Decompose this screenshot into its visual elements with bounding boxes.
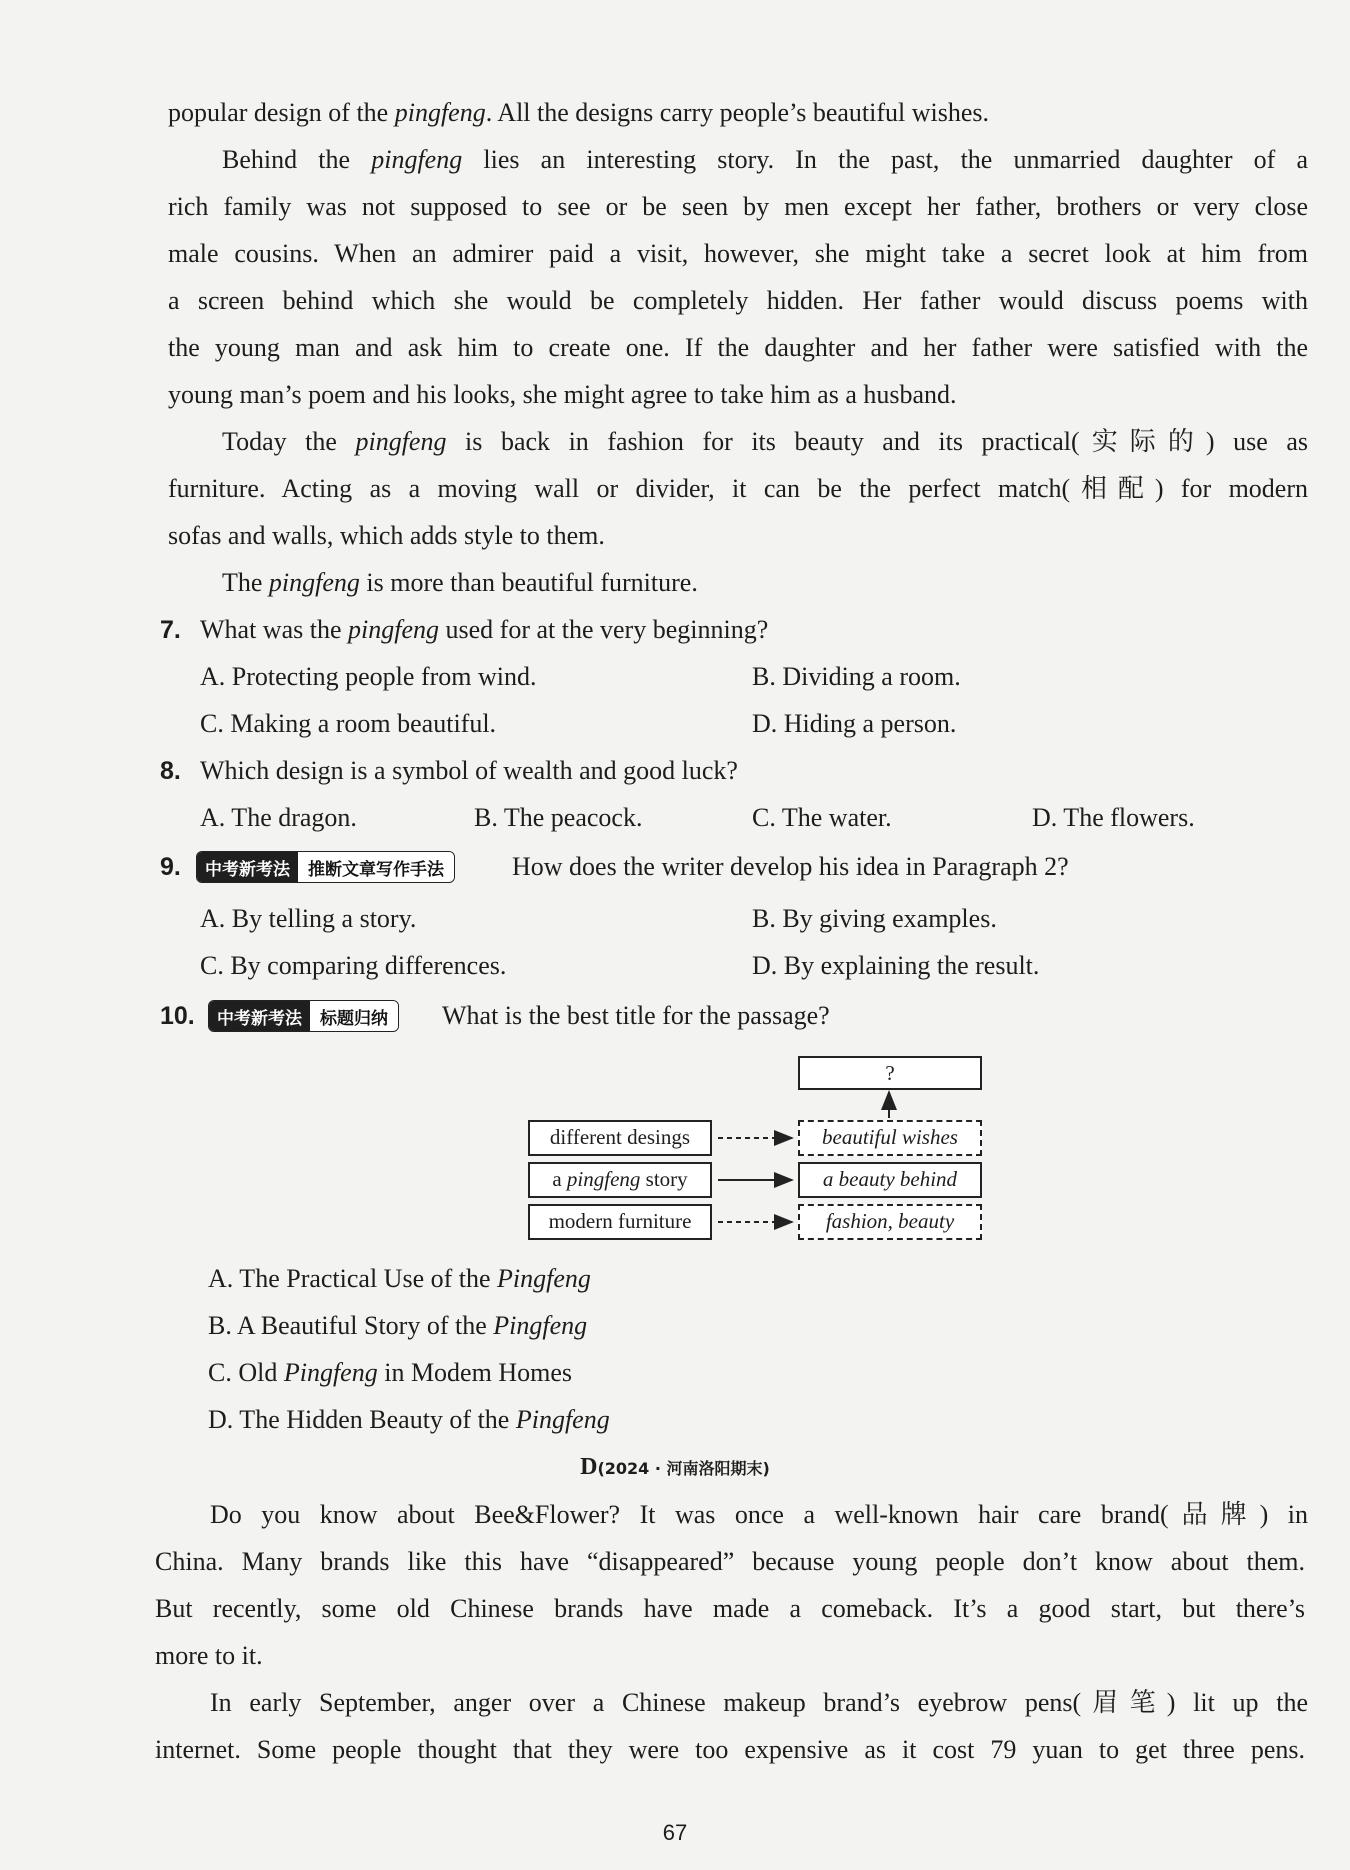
- diagram-right-box: a beauty behind: [798, 1162, 982, 1198]
- passage-c-line: young man’s poem and his looks, she might agree to take him as a husband.: [168, 380, 957, 409]
- question-10-tag: [208, 1000, 399, 1032]
- passage-c-line: sofas and walls, which adds style to them.: [168, 521, 605, 550]
- diagram-left-box: a pingfeng story: [528, 1162, 712, 1198]
- diagram-top-box: ?: [798, 1056, 982, 1090]
- question-10-option-b[interactable]: B. A Beautiful Story of the Pingfeng: [208, 1311, 588, 1340]
- passage-d-line: internet. Some people thought that they were too expensive as it cost 79 yuan to get three pens.: [155, 1735, 1305, 1764]
- question-7-option-a[interactable]: A. Protecting people from wind.: [200, 662, 537, 691]
- question-8-number: 8.: [160, 757, 181, 785]
- question-9-tag: [196, 851, 455, 883]
- passage-c-line: male cousins. When an admirer paid a visit, however, she might take a secret look at him from: [168, 239, 1308, 268]
- question-9-tag-dark: 中考新考法: [197, 852, 298, 882]
- diagram-right-box: beautiful wishes: [798, 1120, 982, 1156]
- passage-d-line: But recently, some old Chinese brands have made a comeback. It’s a good start, but there’s: [155, 1594, 1305, 1623]
- question-10-option-d[interactable]: D. The Hidden Beauty of the Pingfeng: [208, 1405, 610, 1434]
- question-7-stem: What was the pingfeng used for at the very beginning?: [200, 615, 769, 644]
- question-9-number: 9.: [160, 853, 181, 881]
- structure-diagram: [520, 1050, 1000, 1250]
- question-8-option-d[interactable]: D. The flowers.: [1032, 803, 1195, 832]
- passage-c-line: the young man and ask him to create one. If the daughter and her father were satisfied with the: [168, 333, 1308, 362]
- question-7-option-d[interactable]: D. Hiding a person.: [752, 709, 957, 738]
- passage-c-line: furniture. Acting as a moving wall or divider, it can be the perfect match(相配) for modern: [168, 474, 1308, 503]
- question-10-number: 10.: [160, 1002, 195, 1030]
- diagram-left-box: different desings: [528, 1120, 712, 1156]
- question-10-tag-light: 标题归纳: [310, 1001, 398, 1031]
- diagram-left-box: modern furniture: [528, 1204, 712, 1240]
- question-10-tag-dark: 中考新考法: [209, 1001, 310, 1031]
- question-9-option-d[interactable]: D. By explaining the result.: [752, 951, 1040, 980]
- passage-c-line: popular design of the pingfeng. All the designs carry people’s beautiful wishes.: [168, 98, 990, 127]
- question-7-option-c[interactable]: C. Making a room beautiful.: [200, 709, 497, 738]
- passage-d-label: D: [580, 1454, 598, 1480]
- passage-d-heading: [0, 1452, 1350, 1484]
- passage-d-line: In early September, anger over a Chinese makeup brand’s eyebrow pens(眉笔) lit up the: [210, 1688, 1308, 1717]
- diagram-right-box: fashion, beauty: [798, 1204, 982, 1240]
- question-9-stem: How does the writer develop his idea in Paragraph 2?: [512, 852, 1069, 881]
- question-8-option-c[interactable]: C. The water.: [752, 803, 892, 832]
- passage-d-line: China. Many brands like this have “disappeared” because young people don’t know about them.: [155, 1547, 1305, 1576]
- question-7-number: 7.: [160, 616, 181, 644]
- question-8-option-a[interactable]: A. The dragon.: [200, 803, 357, 832]
- question-8-option-b[interactable]: B. The peacock.: [474, 803, 643, 832]
- passage-c-line: Today the pingfeng is back in fashion for its beauty and its practical(实际的) use as: [222, 427, 1308, 456]
- passage-c-line: The pingfeng is more than beautiful furniture.: [222, 568, 698, 597]
- question-9-option-c[interactable]: C. By comparing differences.: [200, 951, 507, 980]
- passage-d-line: Do you know about Bee&Flower? It was once a well-known hair care brand(品牌) in: [210, 1500, 1308, 1529]
- diagram-arrows: [520, 1050, 1000, 1250]
- question-9-option-b[interactable]: B. By giving examples.: [752, 904, 997, 933]
- question-10-stem: What is the best title for the passage?: [442, 1001, 830, 1030]
- passage-d-line: more to it.: [155, 1641, 263, 1670]
- passage-c-line: Behind the pingfeng lies an interesting story. In the past, the unmarried daughter of a: [222, 145, 1309, 174]
- question-9-tag-light: 推断文章写作手法: [298, 852, 454, 882]
- passage-c-line: rich family was not supposed to see or be seen by men except her father, brothers or very close: [168, 192, 1308, 221]
- question-9-option-a[interactable]: A. By telling a story.: [200, 904, 417, 933]
- question-8-stem: Which design is a symbol of wealth and good luck?: [200, 756, 738, 785]
- question-7-option-b[interactable]: B. Dividing a room.: [752, 662, 961, 691]
- question-10-option-c[interactable]: C. Old Pingfeng in Modem Homes: [208, 1358, 572, 1387]
- passage-d-source: (2024 · 河南洛阳期末): [597, 1459, 770, 1478]
- passage-c-line: a screen behind which she would be completely hidden. Her father would discuss poems with: [168, 286, 1308, 315]
- question-10-option-a[interactable]: A. The Practical Use of the Pingfeng: [208, 1264, 591, 1293]
- page-number: 67: [662, 1820, 688, 1845]
